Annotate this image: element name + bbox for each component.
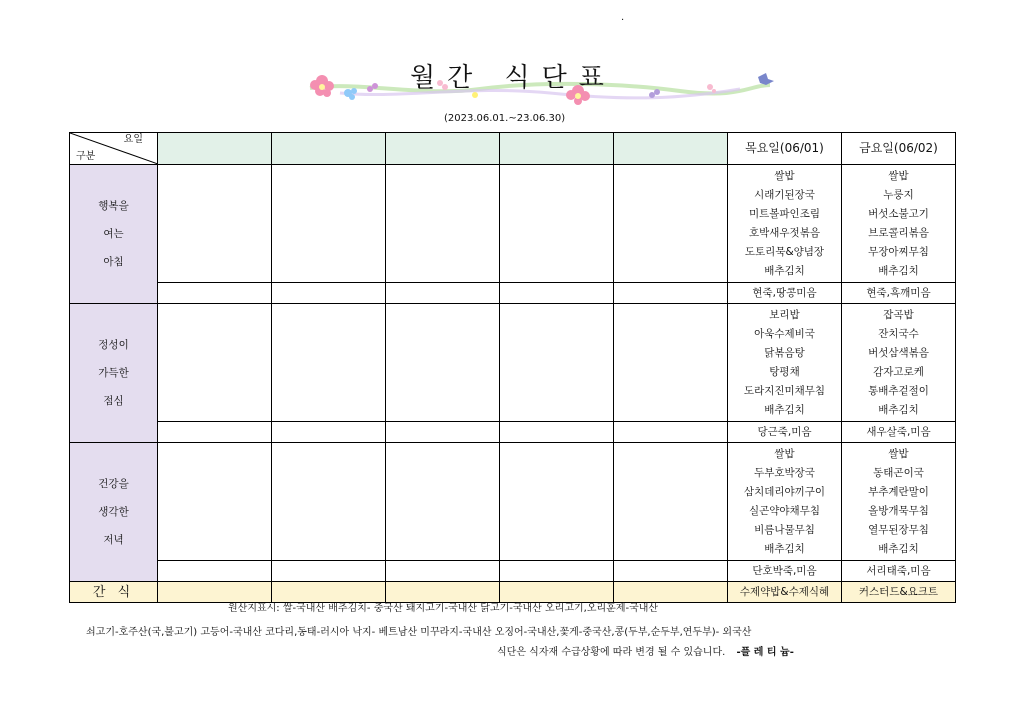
dinner-thursday-porridge: 단호박죽,미음 (728, 561, 842, 582)
day-header-friday: 금요일(06/02) (842, 133, 956, 165)
menu-table (69, 132, 956, 603)
breakfast-thursday-porridge: 현죽,땅콩미음 (728, 283, 842, 304)
day-header-empty (386, 133, 500, 165)
breakfast-friday-menu: 쌀밥 누룽지 버섯소불고기 브로콜리볶음 무장아찌무침 배추김치 (842, 165, 956, 283)
breakfast-friday-porridge: 현죽,흑깨미음 (842, 283, 956, 304)
breakfast-porridge-row (70, 283, 956, 304)
snack-thursday: 수제약밥&수제식혜 (728, 582, 842, 603)
day-header-empty (272, 133, 386, 165)
dinner-thursday-menu: 쌀밥 두부호박장국 삼치데리야끼구이 실곤약야채무침 비름나물무침 배추김치 (728, 443, 842, 561)
day-header-empty (614, 133, 728, 165)
lunch-row (70, 304, 956, 422)
lunch-thursday-porridge: 당근죽,미음 (728, 422, 842, 443)
snack-label: 간 식 (70, 582, 158, 603)
dinner-friday-porridge: 서리태죽,미음 (842, 561, 956, 582)
dinner-row (70, 443, 956, 561)
breakfast-thursday-menu: 쌀밥 시래기된장국 미트볼파인조림 호박새우젓볶음 도토리묵&양념장 배추김치 (728, 165, 842, 283)
day-header-thursday: 목요일(06/01) (728, 133, 842, 165)
corner-cell (70, 133, 158, 165)
corner-category-label: 구분 (76, 151, 96, 162)
day-header-empty (158, 133, 272, 165)
page-title: 월간 식단표 (410, 63, 616, 93)
corner-day-label: 요일 (123, 134, 143, 145)
dinner-friday-menu: 쌀밥 동태곤이국 부추계란말이 올방개묵무침 열무된장무침 배추김치 (842, 443, 956, 561)
change-notice-text: 식단은 식자재 수급상황에 따라 변경 될 수 있습니다. (497, 647, 726, 658)
breakfast-label: 행복을 여는 아침 (70, 165, 158, 304)
origin-notice-line2: 쇠고기-호주산(국,불고기) 고등어-국내산 코다리,동태-러시아 낙지- 베트남산 미꾸라지-국내산 오징어-국내산,꽃게-중국산,콩(두부,순두부,연두부)- 외국산 (86, 627, 752, 638)
period-range: (2023.06.01.~23.06.30) (444, 113, 566, 124)
lunch-porridge-row (70, 422, 956, 443)
origin-notice-line1: 원산지표시: 쌀-국내산 배추김치- 중국산 돼지고기-국내산 닭고기-국내산 오리고기,오리훈제-국내산 (228, 603, 659, 614)
lunch-friday-porridge: 새우살죽,미음 (842, 422, 956, 443)
signature: -플 레 티 늄- (736, 647, 794, 658)
breakfast-row (70, 165, 956, 283)
dinner-porridge-row (70, 561, 956, 582)
header-row (70, 133, 956, 165)
change-notice (497, 643, 794, 658)
lunch-thursday-menu: 보리밥 아욱수제비국 닭볶음탕 탕평채 도라지진미채무침 배추김치 (728, 304, 842, 422)
dinner-label: 건강을 생각한 저녁 (70, 443, 158, 582)
lunch-label: 정성이 가득한 점심 (70, 304, 158, 443)
lunch-friday-menu: 잡곡밥 잔치국수 버섯삼색볶음 감자고로케 통배추겉절이 배추김치 (842, 304, 956, 422)
day-header-empty (500, 133, 614, 165)
snack-friday: 커스터드&요크트 (842, 582, 956, 603)
title-banner (300, 55, 780, 107)
stray-dot: . (621, 12, 625, 23)
